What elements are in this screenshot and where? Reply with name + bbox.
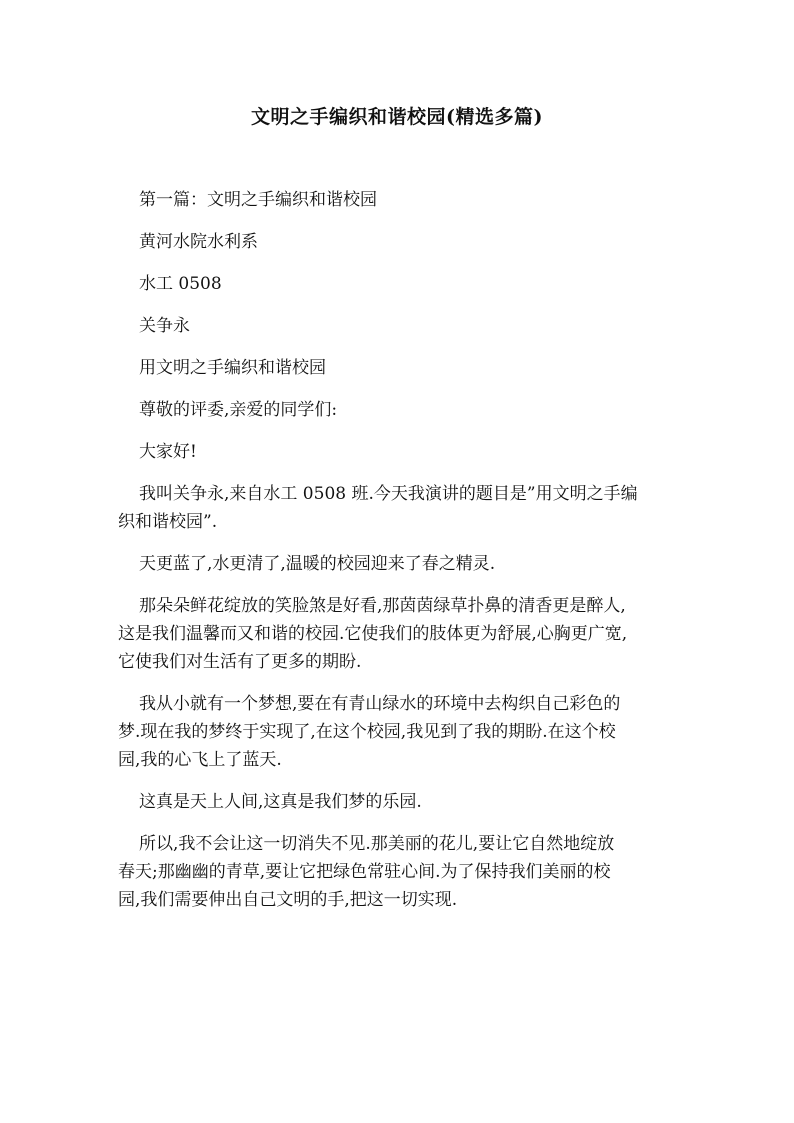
paragraph-line: 梦.现在我的梦终于实现了,在这个校园,我见到了我的期盼.在这个校 xyxy=(118,722,616,742)
paragraph-line: 所以,我不会让这一切消失不见.那美丽的花儿,要让它自然地绽放 xyxy=(139,834,615,854)
paragraph-11 xyxy=(118,690,678,774)
document-title: 文明之手编织和谐校园(精选多篇) xyxy=(251,106,543,128)
paragraph-8 xyxy=(118,480,678,536)
paragraph-3: 水工 0508 xyxy=(139,274,222,294)
document-body xyxy=(118,186,678,914)
paragraph-6: 尊敬的评委,亲爱的同学们: xyxy=(139,400,338,420)
paragraph-10 xyxy=(118,592,678,676)
paragraph-line: 这是我们温馨而又和谐的校园.它使我们的肢体更为舒展,心胸更广宽, xyxy=(118,624,628,644)
paragraph-line: 春天;那幽幽的青草,要让它把绿色常驻心间.为了保持我们美丽的校 xyxy=(118,862,611,882)
paragraph-line: 那朵朵鲜花绽放的笑脸煞是好看,那茵茵绿草扑鼻的清香更是醉人, xyxy=(139,596,626,616)
paragraph-7: 大家好! xyxy=(139,442,197,462)
paragraph-12: 这真是天上人间,这真是我们梦的乐园. xyxy=(139,792,422,812)
paragraph-line: 我从小就有一个梦想,要在有青山绿水的环境中去构织自己彩色的 xyxy=(139,694,621,714)
paragraph-1: 第一篇：文明之手编织和谐校园 xyxy=(139,190,377,210)
paragraph-5: 用文明之手编织和谐校园 xyxy=(139,358,326,378)
paragraph-line: 我叫关争永,来自水工 0508 班.今天我演讲的题目是”用文明之手编 xyxy=(139,484,638,504)
paragraph-line: 园,我们需要伸出自己文明的手,把这一切实现. xyxy=(118,890,458,910)
paragraph-13 xyxy=(118,830,678,914)
paragraph-line: 织和谐校园”. xyxy=(118,512,218,532)
paragraph-line: 园,我的心飞上了蓝天. xyxy=(118,750,282,770)
paragraph-line: 它使我们对生活有了更多的期盼. xyxy=(118,652,362,672)
paragraph-2: 黄河水院水利系 xyxy=(139,232,258,252)
paragraph-9: 天更蓝了,水更清了,温暖的校园迎来了春之精灵. xyxy=(139,554,496,574)
paragraph-4: 关争永 xyxy=(139,316,190,336)
